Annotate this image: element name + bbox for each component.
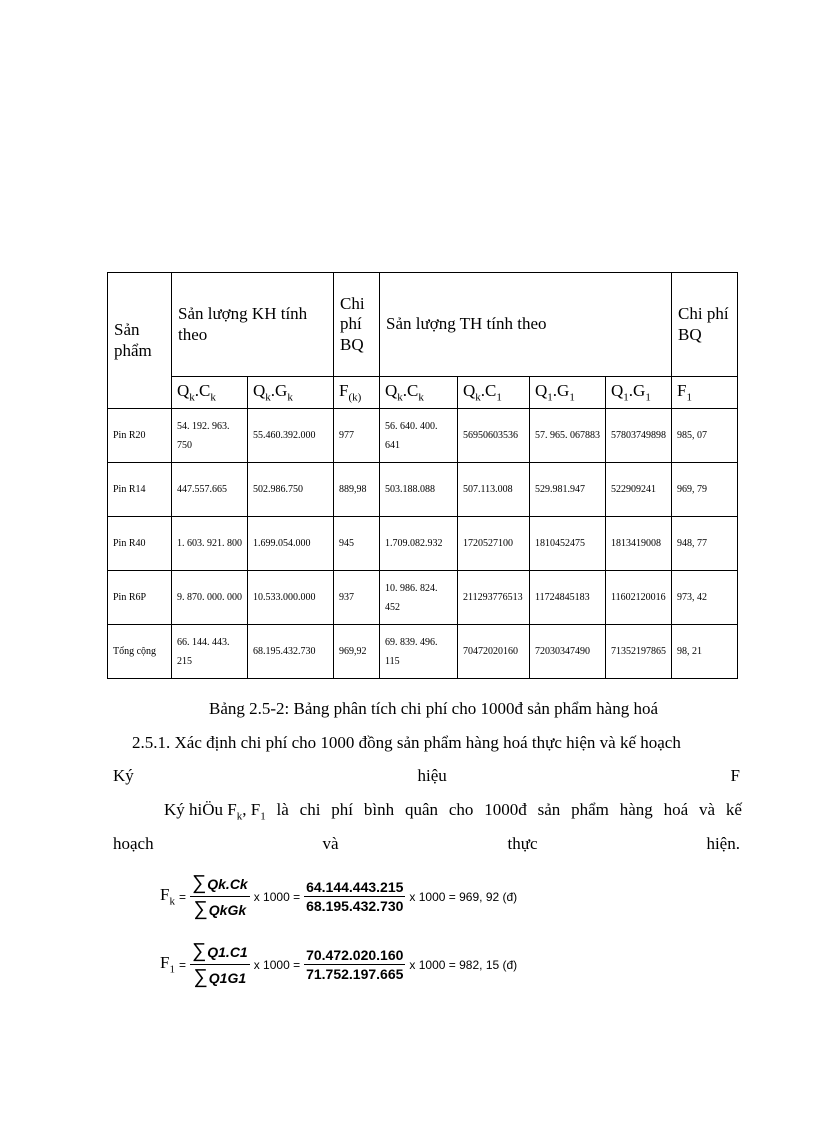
subheader-qk-c1: $Q_k.C_1$ [458,377,530,409]
denominator-symbol: QkGk [208,902,247,918]
row-label: Pin R14 [108,463,172,517]
numerator-symbol: Qk.Ck [207,876,248,892]
table-cell: 68.195.432.730 [248,625,334,679]
row-label: Pin R20 [108,409,172,463]
table-cell: 969, 79 [672,463,738,517]
multiplier: x 1000 = [253,957,301,972]
formula-result: x 1000 = 982, 15 (đ) [409,957,518,972]
formula-lhs: $F_k$ [160,885,175,908]
multiplier: x 1000 = [253,889,301,904]
table-cell: 1. 603. 921. 800 [172,517,248,571]
numeric-fraction [304,879,405,914]
table-cell: 977 [334,409,380,463]
word: phí [331,800,354,819]
table-cell: 1.709.082.932 [380,517,458,571]
word: chi [299,800,321,819]
word: và [699,800,716,819]
table-cell: 9. 870. 000. 000 [172,571,248,625]
table-cell: 72030347490 [530,625,606,679]
symbol-word: Ký [113,766,134,785]
table-cell: 66. 144. 443. 215 [172,625,248,679]
table-cell: 10. 986. 824. 452 [380,571,458,625]
table-cell: 71352197865 [606,625,672,679]
row-label: Pin R40 [108,517,172,571]
table-row-total [108,625,738,679]
header-plan-output: Sản lượng KH tính theo [172,273,334,377]
table-cell: 522909241 [606,463,672,517]
subheader-q1-g1-a: $Q_1.G_1$ [530,377,606,409]
table-cell: 503.188.088 [380,463,458,517]
table-cell: 502.986.750 [248,463,334,517]
table-cell: 1813419008 [606,517,672,571]
word: cho [448,800,474,819]
row-label: Tổng cộng [108,625,172,679]
word: hoạch [113,834,154,853]
header-actual-output: Sản lượng TH tính theo [380,273,672,377]
table-cell: 1.699.054.000 [248,517,334,571]
definition-line [164,800,742,822]
table-cell: 945 [334,517,380,571]
table-cell: 507.113.008 [458,463,530,517]
table-cell: 70472020160 [458,625,530,679]
table-cell: 21129377651​3 [458,571,530,625]
table-cell: 69. 839. 496. 115 [380,625,458,679]
symbol-word: F [730,766,740,785]
table-cell: 57. 965. 067883 [530,409,606,463]
table-row [108,517,738,571]
formula-fk [160,872,517,921]
numerator-value: 70.472.020.160 [306,947,404,963]
header-avg-cost-actual: Chi phí BQ [672,273,738,377]
word: hiện. [706,834,740,853]
table-cell: 56950603536 [458,409,530,463]
sigma-symbol: ∑ [191,940,207,962]
sigma-symbol: ∑ [191,872,207,894]
table-cell: 5780374989​8 [606,409,672,463]
table-cell: 55.460.392.000 [248,409,334,463]
word: 1000đ [484,800,527,819]
table-cell: 948, 77 [672,517,738,571]
subheader-qk-ck-actual: $Q_k.C_k$ [380,377,458,409]
section-heading: 2.5.1. Xác định chi phí cho 1000 đồng sản phẩm hàng hoá thực hiện và kế hoạch [132,733,681,752]
symbolic-fraction [190,940,250,989]
word: quân [404,800,438,819]
subheader-qk-ck: $Q_k.C_k$ [172,377,248,409]
formula-result: x 1000 = 969, 92 (đ) [409,889,518,904]
table-row [108,409,738,463]
word: kế [725,800,742,819]
formula-lhs: $F_1$ [160,953,175,976]
subheader-f-1: $F_1$ [672,377,738,409]
table-cell: 11602120016 [606,571,672,625]
word: hoá [663,800,689,819]
subheader-f-k: $F_{(k)}$ [334,377,380,409]
equals-sign: = [178,957,186,972]
numeric-fraction [304,947,405,982]
equals-sign: = [178,889,186,904]
table-cell: 11724845183 [530,571,606,625]
denominator-value: 71.752.197.665 [306,966,404,982]
table-cell: 1720527100 [458,517,530,571]
numerator-symbol: Q1.C1 [207,944,248,960]
numerator-value: 64.144.443.215 [306,879,404,895]
table-cell: 969,92 [334,625,380,679]
table-row [108,571,738,625]
word: và [322,834,339,853]
word: bình [363,800,395,819]
formula-f1 [160,940,517,989]
word: là [276,800,289,819]
definition-start: Ký hiÖu $F_k$, $F_1$ [164,800,266,823]
sigma-symbol: ∑ [193,966,208,988]
header-avg-cost-plan: Chi phí BQ [334,273,380,377]
symbol-word: hiệu [417,766,447,785]
table-cell: 98, 21 [672,625,738,679]
table-cell: 985, 07 [672,409,738,463]
definition-line-2 [113,834,740,854]
table-caption: Bảng 2.5-2: Bảng phân tích chi phí cho 1000đ sản phẩm hàng hoá [209,699,658,718]
symbol-line [113,766,740,786]
table-cell: 1810452475 [530,517,606,571]
row-label: Pin R6P [108,571,172,625]
subheader-q1-g1-b: $Q_1.G_1$ [606,377,672,409]
word: sản [537,800,561,819]
denominator-symbol: Q1G1 [208,970,247,986]
table-cell: 54. 192. 963. 750 [172,409,248,463]
table-row [108,463,738,517]
table-cell: 529.981.947 [530,463,606,517]
word: phẩm [571,800,609,819]
table-cell: 447.557.665 [172,463,248,517]
table-cell: 10.533.000.000 [248,571,334,625]
header-product: Sản phẩm [108,273,172,409]
word: hàng [619,800,653,819]
symbolic-fraction [190,872,250,921]
table-cell: 56. 640. 400. 641 [380,409,458,463]
word: thực [507,834,538,853]
subheader-qk-gk: $Q_k.G_k$ [248,377,334,409]
table-cell: 889,98 [334,463,380,517]
table-cell: 973, 42 [672,571,738,625]
table-cell: 937 [334,571,380,625]
cost-analysis-table [107,272,738,679]
denominator-value: 68.195.432.730 [306,898,404,914]
sigma-symbol: ∑ [193,898,208,920]
